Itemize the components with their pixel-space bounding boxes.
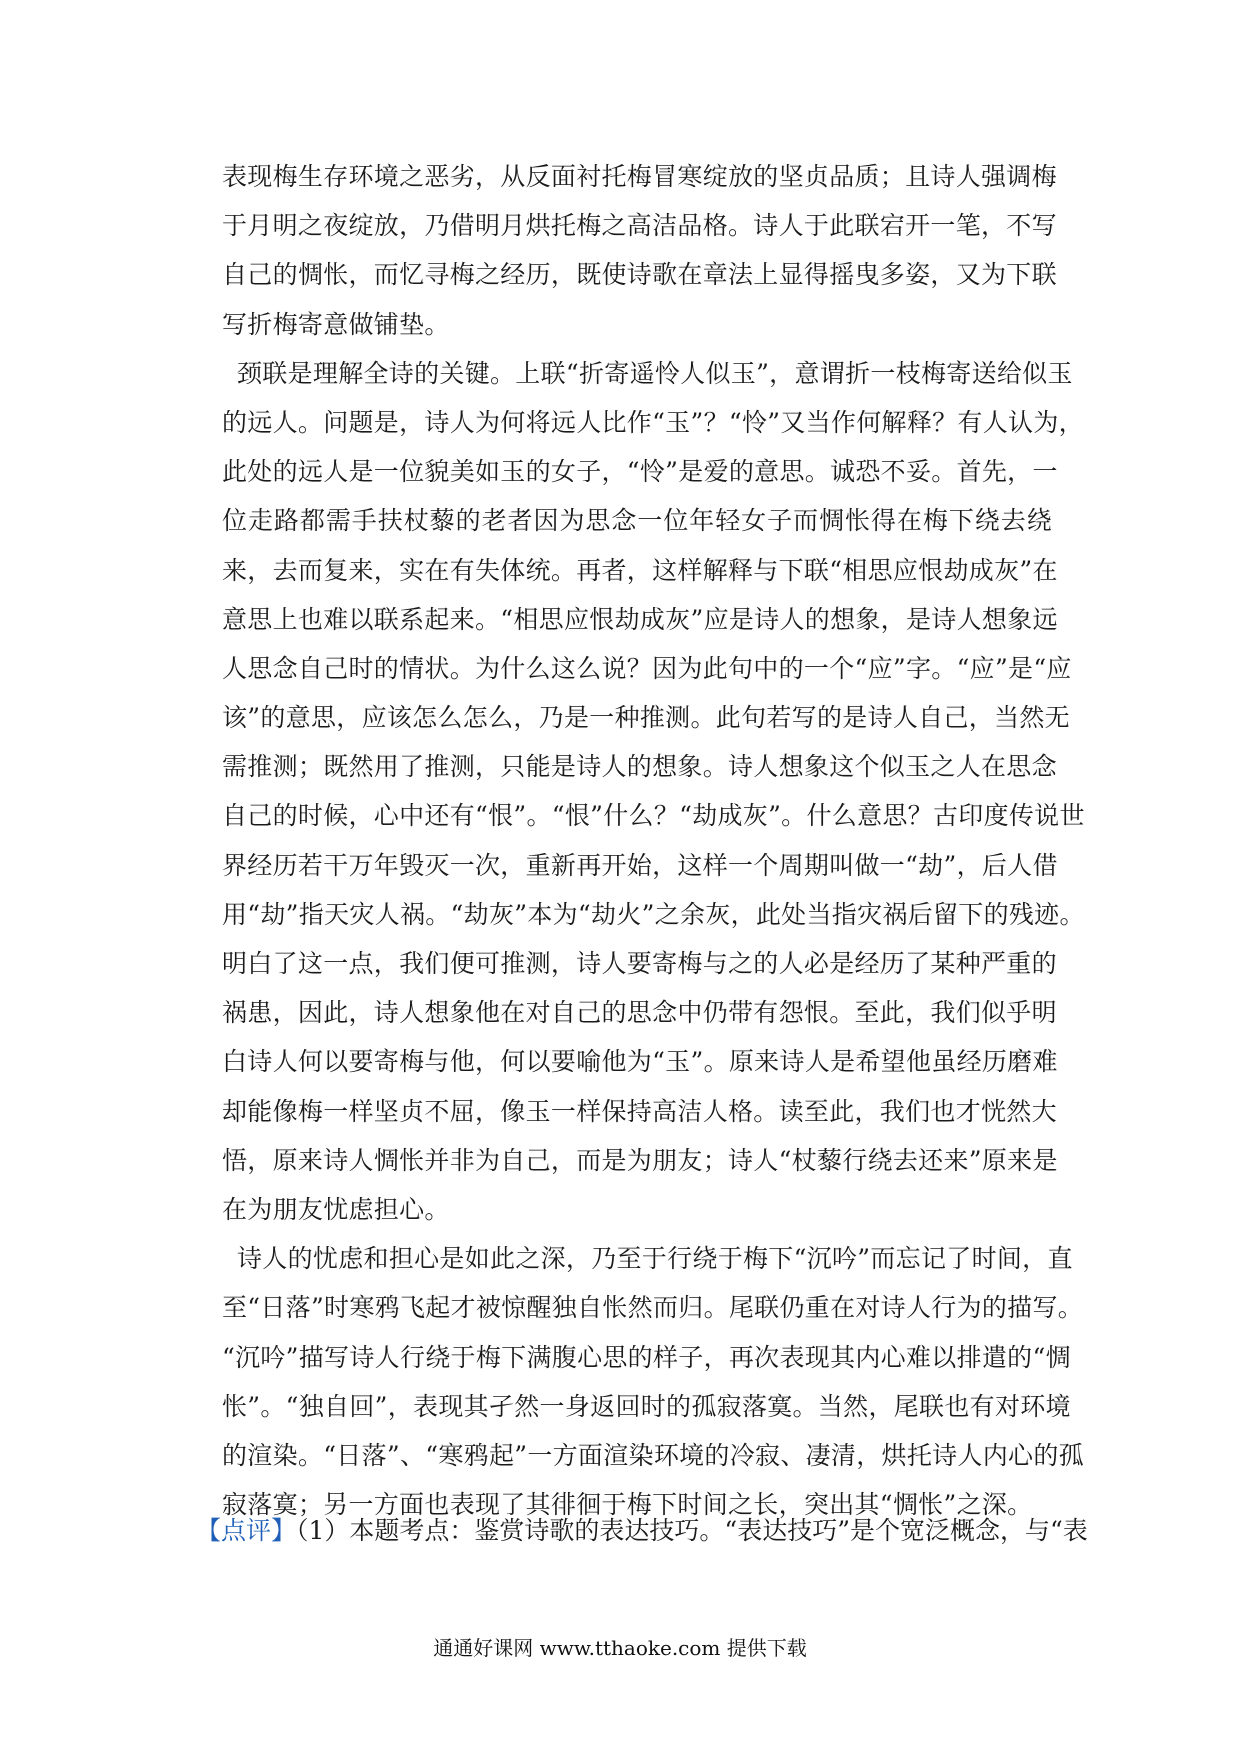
text-line: 在为朋友忧虑担心。 xyxy=(222,1194,450,1224)
text-line: 自己的时候，心中还有“恨”。“恨”什么？“劫成灰”。什么意思？古印度传说世 xyxy=(222,801,1085,831)
text-line: 怅”。“独自回”，表现其孑然一身返回时的孤寂落寞。当然，尾联也有对环境 xyxy=(222,1391,1071,1421)
text-line: 于月明之夜绽放，乃借明月烘托梅之高洁品格。诗人于此联宕开一笔，不写 xyxy=(222,211,1057,241)
text-line: 该”的意思，应该怎么怎么，乃是一种推测。此句若写的是诗人自己，当然无 xyxy=(222,703,1070,733)
text-line: 表现梅生存环境之恶劣，从反面衬托梅冒寒绽放的坚贞品质；且诗人强调梅 xyxy=(222,162,1057,191)
comment-section xyxy=(196,1506,1088,1555)
text-line: 的渲染。“日落”、“寒鸦起”一方面渲染环境的冷寂、凄清，烘托诗人内心的孤 xyxy=(222,1440,1084,1470)
text-line: “沉吟”描写诗人行绕于梅下满腹心思的样子，再次表现其内心难以排遣的“惆 xyxy=(222,1342,1071,1372)
text-line: 悟，原来诗人惆怅并非为自己，而是为朋友；诗人“杖藜行绕去还来”原来是 xyxy=(222,1145,1058,1175)
text-line: 来，去而复来，实在有失体统。再者，这样解释与下联“相思应恨劫成灰”在 xyxy=(222,555,1058,585)
text-line: 界经历若干万年毁灭一次，重新再开始，这样一个周期叫做一“劫”，后人借 xyxy=(222,850,1058,880)
text-line: 寂落寞；另一方面也表现了其徘徊于梅下时间之长，突出其“惆怅”之深。 xyxy=(222,1490,1033,1520)
text-line: 位走路都需手扶杖藜的老者因为思念一位年轻女子而惆怅得在梅下绕去绕 xyxy=(222,506,1052,536)
text-line: 的远人。问题是，诗人为何将远人比作“玉”？“怜”又当作何解释？有人认为， xyxy=(222,407,1084,437)
paragraph-first-line: 诗人的忧虑和担心是如此之深，乃至于行绕于梅下“沉吟”而忘记了时间，直 xyxy=(237,1244,1073,1274)
text-line: 写折梅寄意做铺垫。 xyxy=(222,309,450,339)
text-line: 祸患，因此，诗人想象他在对自己的思念中仍带有怨恨。至此，我们似乎明 xyxy=(222,998,1057,1028)
text-line: 此处的远人是一位貌美如玉的女子，“怜”是爱的意思。诚恐不妥。首先，一 xyxy=(222,457,1058,487)
document-body xyxy=(222,152,1085,1529)
comment-tag: 【点评】 xyxy=(196,1516,297,1545)
paragraph-first-line: 颈联是理解全诗的关键。上联“折寄遥怜人似玉”，意谓折一枝梅寄送给似玉 xyxy=(237,358,1073,388)
page-footer: 通通好课网 www.tthaoke.com 提供下载 xyxy=(433,1636,807,1660)
text-line: 需推测；既然用了推测，只能是诗人的想象。诗人想象这个似玉之人在思念 xyxy=(222,752,1057,782)
text-line: 却能像梅一样坚贞不屈，像玉一样保持高洁人格。读至此，我们也才恍然大 xyxy=(222,1096,1057,1126)
text-line: 意思上也难以联系起来。“相思应恨劫成灰”应是诗人的想象，是诗人想象远 xyxy=(222,604,1058,634)
text-line: 自己的惆怅，而忆寻梅之经历，既使诗歌在章法上显得摇曳多姿，又为下联 xyxy=(222,260,1057,290)
text-line: 明白了这一点，我们便可推测，诗人要寄梅与之的人必是经历了某种严重的 xyxy=(222,949,1057,978)
text-line: 至“日落”时寒鸦飞起才被惊醒独自怅然而归。尾联仍重在对诗人行为的描写。 xyxy=(222,1293,1084,1323)
text-line: 用“劫”指天灾人祸。“劫灰”本为“劫火”之余灰，此处当指灾祸后留下的残迹。 xyxy=(222,899,1085,929)
comment-text: （1）本题考点：鉴赏诗歌的表达技巧。“表达技巧”是个宽泛概念，与“表 xyxy=(296,1516,1088,1545)
text-line: 白诗人何以要寄梅与他，何以要喻他为“玉”。原来诗人是希望他虽经历磨难 xyxy=(222,1047,1058,1077)
text-line: 人思念自己时的情状。为什么这么说？因为此句中的一个“应”字。“应”是“应 xyxy=(222,653,1072,683)
